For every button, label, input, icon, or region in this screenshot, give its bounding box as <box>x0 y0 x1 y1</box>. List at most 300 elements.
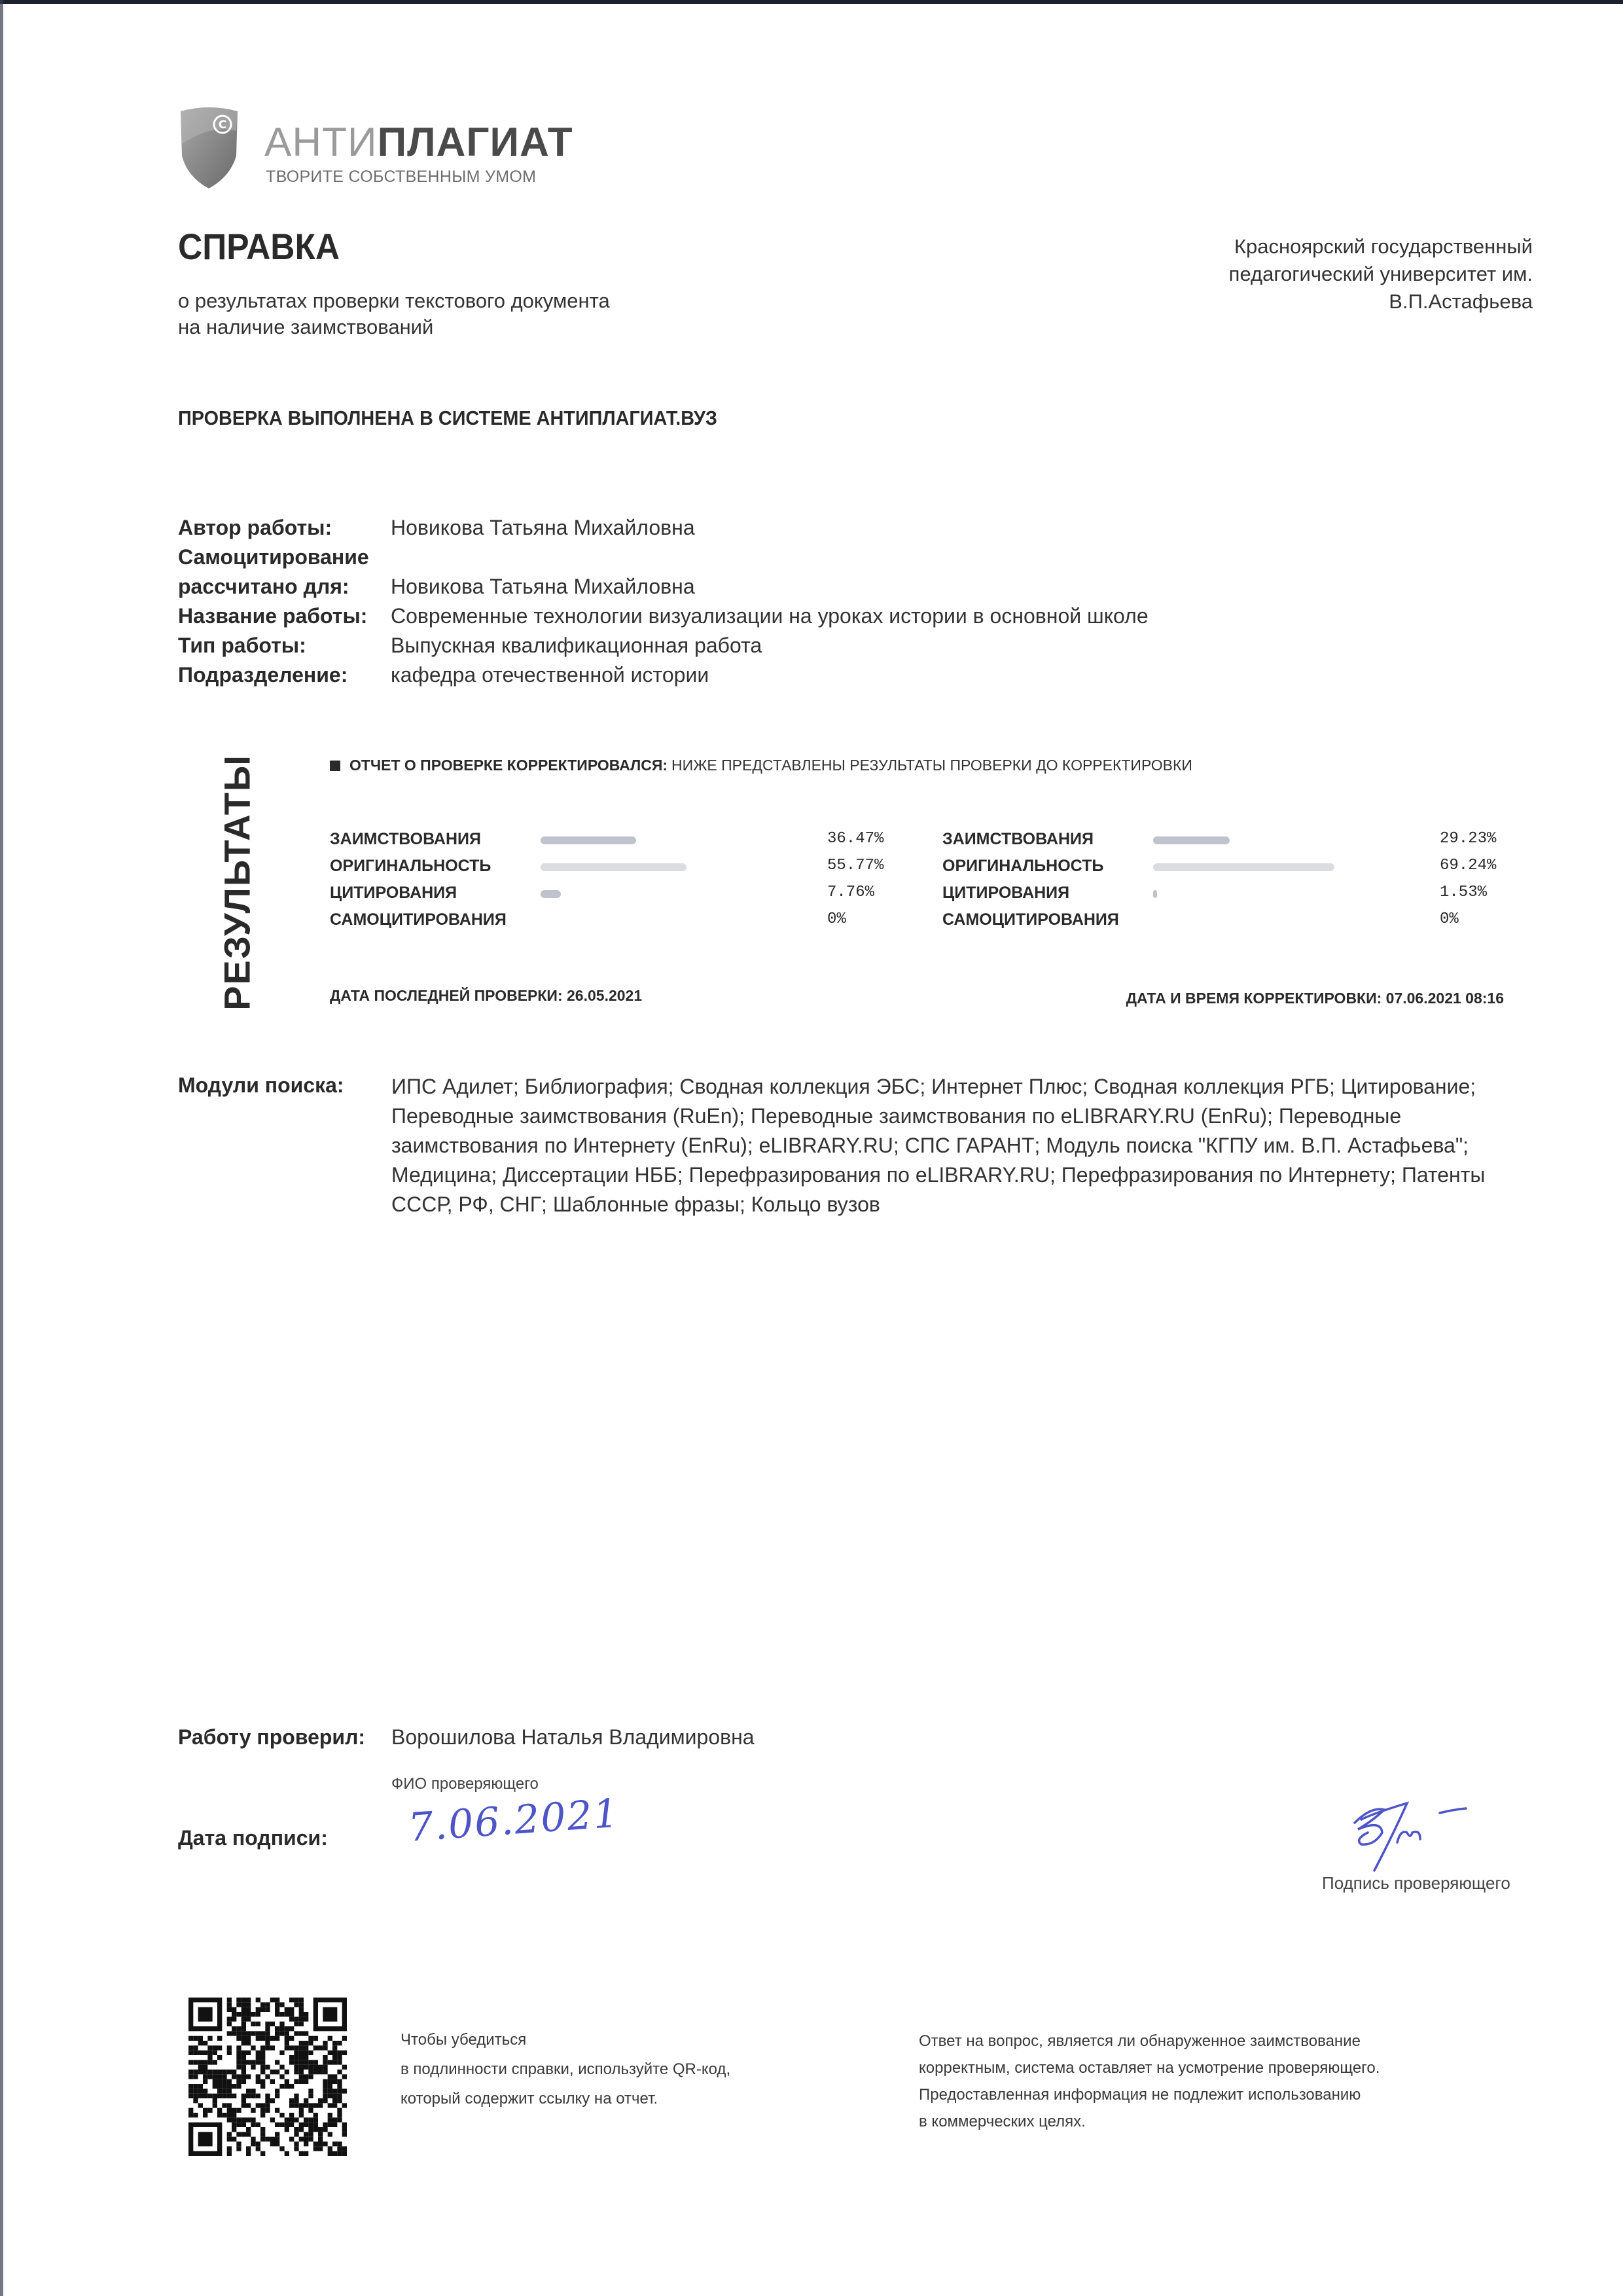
meta-value: Новикова Татьяна Михайловна <box>391 575 695 598</box>
result-bar <box>1153 890 1157 898</box>
qr-module <box>236 2045 241 2050</box>
qr-module <box>217 2074 222 2079</box>
correction-notice <box>330 757 1192 774</box>
qr-module <box>213 2051 217 2055</box>
qr-module <box>232 2031 236 2036</box>
qr-module <box>313 2117 318 2122</box>
qr-module <box>256 2055 260 2060</box>
qr-module <box>217 2045 222 2050</box>
qr-module <box>332 2117 337 2122</box>
result-value: 7.76% <box>827 884 875 901</box>
qr-module <box>304 2041 308 2045</box>
qr-module <box>236 2031 241 2036</box>
qr-module <box>304 2123 308 2127</box>
qr-module <box>308 2103 313 2108</box>
qr-module <box>251 2060 255 2064</box>
qr-module <box>318 2103 323 2108</box>
qr-module <box>323 2123 327 2127</box>
qr-module <box>285 2045 289 2050</box>
qr-module <box>256 2142 260 2146</box>
qr-module <box>207 2055 212 2060</box>
qr-module <box>275 2089 279 2093</box>
qr-module <box>193 2094 198 2098</box>
qr-module <box>188 2045 193 2050</box>
result-row <box>942 830 1531 857</box>
qr-module <box>337 2055 342 2060</box>
qr-module <box>260 2055 265 2060</box>
qr-module <box>232 2117 236 2122</box>
qr-module <box>213 2084 217 2089</box>
result-row <box>942 884 1531 910</box>
qr-module <box>308 2041 313 2045</box>
qr-module <box>198 2036 203 2041</box>
qr-module <box>285 2123 289 2127</box>
disclaimer-line: Предоставленная информация не подлежит использованию <box>919 2086 1361 2104</box>
qr-module <box>260 2151 265 2156</box>
results-after-correction <box>942 830 1531 937</box>
qr-module <box>299 2055 304 2060</box>
qr-module <box>193 2084 198 2089</box>
qr-module <box>337 2117 342 2122</box>
qr-module <box>188 2051 193 2055</box>
qr-module <box>304 2065 308 2070</box>
qr-module <box>265 2026 270 2031</box>
qr-module <box>275 2060 279 2064</box>
qr-module <box>188 2094 193 2098</box>
result-bar <box>1153 836 1230 844</box>
qr-module <box>275 1998 279 2002</box>
qr-module <box>294 2070 298 2074</box>
modules-list: ИПС Адилет; Библиография; Сводная коллекция ЭБС; Интернет Плюс; Сводная коллекция РГБ; Цитирование; Переводные заимствования (RuEn); Переводные заимствования по eLIBRARY.RU (EnRu); Переводные заимствования по Интернету (EnRu); eLIBRARY.RU; СПС ГАРАНТ; Модуль поиска "КГПУ им. В.П. Астафьева"; Медицина; Диссертации НББ; Перефразирования по eLIBRARY.RU; Перефразирования по Интернету; Патенты СССР, РФ, СНГ; Шаблонные фразы; Кольцо вузов <box>391 1075 1486 1216</box>
logo-tagline: ТВОРИТЕ СОБСТВЕННЫМ УМОМ <box>266 168 537 186</box>
qr-module <box>232 2123 236 2127</box>
qr-module <box>256 2012 260 2017</box>
qr-module <box>318 2146 323 2151</box>
qr-module <box>332 2060 337 2064</box>
disclaimer <box>919 2028 1380 2135</box>
qr-module <box>246 2017 251 2021</box>
qr-module <box>304 2079 308 2084</box>
qr-module <box>222 2094 226 2098</box>
result-bar <box>541 836 636 844</box>
qr-module <box>203 2094 207 2098</box>
meta-row-author <box>178 513 1149 543</box>
meta-value: Современные технологии визуализации на уроках истории в основной школе <box>391 604 1149 628</box>
result-value: 55.77% <box>827 857 884 874</box>
qr-module <box>222 2070 226 2074</box>
qr-module <box>241 2017 246 2021</box>
qr-module <box>285 2117 289 2122</box>
qr-module <box>227 2146 232 2151</box>
qr-module <box>308 2117 313 2122</box>
checker-caption: ФИО проверяющего <box>391 1775 539 1793</box>
results-section-title <box>211 751 263 1013</box>
qr-module <box>236 2146 241 2151</box>
qr-module <box>279 2002 284 2007</box>
qr-module <box>246 2094 251 2098</box>
qr-module <box>270 2117 275 2122</box>
qr-module <box>188 2060 193 2064</box>
qr-module <box>203 2074 207 2079</box>
qr-module <box>203 2065 207 2070</box>
qr-module <box>304 2045 308 2050</box>
qr-module <box>232 2113 236 2117</box>
qr-module <box>222 2079 226 2084</box>
qr-module <box>323 2084 327 2089</box>
qr-module <box>279 2022 284 2026</box>
qr-module <box>294 2094 298 2098</box>
qr-module <box>275 2132 279 2136</box>
qr-module <box>198 2084 203 2089</box>
qr-module <box>241 2132 246 2136</box>
qr-code[interactable] <box>188 1998 347 2156</box>
qr-module <box>260 2113 265 2117</box>
qr-module <box>260 2045 265 2050</box>
qr-module <box>207 2051 212 2055</box>
qr-module <box>289 2026 294 2031</box>
qr-module <box>236 2055 241 2060</box>
qr-module <box>222 2084 226 2089</box>
qr-module <box>328 2123 332 2127</box>
qr-module <box>246 2031 251 2036</box>
qr-text-line: Чтобы убедиться <box>401 2031 527 2049</box>
qr-module <box>217 2108 222 2113</box>
qr-module <box>323 2127 327 2132</box>
qr-module <box>256 2094 260 2098</box>
qr-module <box>198 2103 203 2108</box>
qr-module <box>308 2094 313 2098</box>
meta-label: Название работы: <box>178 604 368 628</box>
qr-finder-pattern <box>198 2132 213 2146</box>
qr-module <box>270 2142 275 2146</box>
qr-module <box>323 2060 327 2064</box>
qr-module <box>251 2094 255 2098</box>
qr-module <box>323 2055 327 2060</box>
qr-module <box>246 2060 251 2064</box>
qr-module <box>275 2094 279 2098</box>
qr-module <box>289 2045 294 2050</box>
qr-module <box>337 2108 342 2113</box>
qr-module <box>241 2026 246 2031</box>
qr-module <box>299 2002 304 2007</box>
qr-module <box>207 2060 212 2064</box>
qr-module <box>260 2108 265 2113</box>
qr-module <box>313 2065 318 2070</box>
qr-text-line: который содержит ссылку на отчет. <box>401 2090 658 2108</box>
qr-module <box>193 2045 198 2050</box>
qr-module <box>213 2079 217 2084</box>
qr-module <box>304 2031 308 2036</box>
qr-module <box>265 2137 270 2142</box>
qr-module <box>332 2079 337 2084</box>
qr-module <box>227 2051 232 2055</box>
result-value: 0% <box>1440 910 1459 928</box>
meta-row-department <box>178 660 1149 690</box>
results-title-text: РЕЗУЛЬТАТЫ <box>216 754 258 1011</box>
qr-module <box>285 2151 289 2156</box>
meta-label: Автор работы: <box>178 516 332 539</box>
qr-module <box>251 2022 255 2026</box>
qr-module <box>232 2084 236 2089</box>
qr-module <box>256 2051 260 2055</box>
qr-module <box>337 2113 342 2117</box>
qr-module <box>236 2123 241 2127</box>
qr-module <box>217 2079 222 2084</box>
qr-module <box>294 2146 298 2151</box>
qr-module <box>289 2123 294 2127</box>
qr-module <box>342 2036 347 2041</box>
qr-module <box>304 2142 308 2146</box>
qr-module <box>270 2070 275 2074</box>
qr-module <box>275 2036 279 2041</box>
qr-module <box>241 2079 246 2084</box>
qr-module <box>294 2045 298 2050</box>
result-value: 0% <box>827 910 846 928</box>
qr-module <box>275 2070 279 2074</box>
qr-module <box>294 2065 298 2070</box>
qr-module <box>289 2055 294 2060</box>
qr-module <box>236 2132 241 2136</box>
qr-module <box>299 2022 304 2026</box>
organization-line: педагогический университет им. <box>1228 262 1533 285</box>
qr-module <box>318 2045 323 2050</box>
qr-module <box>337 2146 342 2151</box>
qr-module <box>198 2060 203 2064</box>
result-value: 29.23% <box>1440 830 1497 848</box>
qr-module <box>328 2084 332 2089</box>
disclaimer-line: корректным, система оставляет на усмотрение проверяющего. <box>919 2059 1380 2077</box>
qr-module <box>256 2036 260 2041</box>
qr-module <box>304 2098 308 2103</box>
meta-row-selfcite-for <box>178 572 1149 601</box>
qr-module <box>265 2098 270 2103</box>
qr-module <box>203 2041 207 2045</box>
qr-module <box>227 2022 232 2026</box>
qr-module <box>203 2079 207 2084</box>
qr-module <box>279 2065 284 2070</box>
qr-module <box>203 2070 207 2074</box>
qr-module <box>279 2113 284 2117</box>
qr-module <box>222 2113 226 2117</box>
qr-module <box>246 2051 251 2055</box>
qr-module <box>279 2026 284 2031</box>
qr-module <box>328 2146 332 2151</box>
meta-label: Самоцитирование <box>178 545 369 569</box>
qr-module <box>246 2117 251 2122</box>
qr-module <box>328 2151 332 2156</box>
result-label: ЦИТИРОВАНИЯ <box>942 884 1070 902</box>
qr-module <box>289 2060 294 2064</box>
qr-module <box>265 2036 270 2041</box>
qr-module <box>285 2036 289 2041</box>
qr-module <box>232 2108 236 2113</box>
qr-finder-pattern <box>198 2007 213 2022</box>
qr-module <box>328 2060 332 2064</box>
qr-module <box>299 2012 304 2017</box>
qr-module <box>256 2007 260 2012</box>
qr-module <box>285 2007 289 2012</box>
qr-module <box>342 2065 347 2070</box>
qr-module <box>251 2117 255 2122</box>
qr-module <box>313 2070 318 2074</box>
modules-label: Модули поиска: <box>178 1073 344 1097</box>
qr-module <box>308 2132 313 2136</box>
qr-module <box>246 1998 251 2002</box>
qr-module <box>236 2074 241 2079</box>
logo-title <box>264 119 573 166</box>
qr-module <box>260 2127 265 2132</box>
qr-module <box>246 2074 251 2079</box>
qr-module <box>308 2127 313 2132</box>
qr-module <box>323 2098 327 2103</box>
qr-module <box>279 2123 284 2127</box>
qr-module <box>241 2098 246 2103</box>
qr-module <box>207 2108 212 2113</box>
qr-module <box>236 2065 241 2070</box>
qr-module <box>318 2132 323 2136</box>
qr-module <box>313 2103 318 2108</box>
qr-module <box>328 2117 332 2122</box>
qr-module <box>241 2031 246 2036</box>
qr-module <box>227 2031 232 2036</box>
qr-module <box>207 2070 212 2074</box>
qr-module <box>332 2151 337 2156</box>
qr-module <box>318 2142 323 2146</box>
qr-module <box>256 2060 260 2064</box>
qr-module <box>304 2017 308 2021</box>
qr-module <box>275 2137 279 2142</box>
qr-module <box>265 2094 270 2098</box>
qr-module <box>188 2113 193 2117</box>
organization-line: В.П.Астафьева <box>1389 290 1533 313</box>
qr-module <box>270 2036 275 2041</box>
qr-module <box>299 2031 304 2036</box>
result-value: 69.24% <box>1440 857 1497 874</box>
qr-module <box>260 2036 265 2041</box>
qr-module <box>337 2084 342 2089</box>
qr-module <box>337 2089 342 2093</box>
qr-module <box>227 2151 232 2156</box>
qr-module <box>328 2079 332 2084</box>
qr-module <box>289 2098 294 2103</box>
qr-module <box>294 2060 298 2064</box>
qr-module <box>337 2070 342 2074</box>
qr-module <box>299 2051 304 2055</box>
qr-module <box>241 2007 246 2012</box>
qr-module <box>207 2045 212 2050</box>
qr-module <box>222 2074 226 2079</box>
qr-module <box>328 2089 332 2093</box>
qr-module <box>236 2084 241 2089</box>
qr-module <box>260 2007 265 2012</box>
result-row <box>330 910 919 937</box>
qr-module <box>236 1998 241 2002</box>
qr-module <box>260 2051 265 2055</box>
qr-module <box>256 2079 260 2084</box>
meta-label: Подразделение: <box>178 663 348 687</box>
qr-module <box>294 2031 298 2036</box>
qr-module <box>227 2002 232 2007</box>
qr-module <box>193 2074 198 2079</box>
result-value: 1.53% <box>1440 884 1488 901</box>
qr-module <box>207 2094 212 2098</box>
qr-module <box>342 2146 347 2151</box>
qr-module <box>337 2079 342 2084</box>
qr-module <box>236 2117 241 2122</box>
qr-module <box>275 2031 279 2036</box>
qr-module <box>232 2094 236 2098</box>
qr-module <box>299 2017 304 2021</box>
qr-module <box>236 2051 241 2055</box>
qr-module <box>332 2045 337 2050</box>
qr-module <box>232 2026 236 2031</box>
qr-module <box>241 2094 246 2098</box>
result-label: ЗАИМСТВОВАНИЯ <box>330 830 481 848</box>
qr-module <box>342 2051 347 2055</box>
qr-module <box>342 2103 347 2108</box>
qr-module <box>313 2045 318 2050</box>
meta-label: рассчитано для: <box>178 575 349 598</box>
meta-row-selfcite <box>178 543 1149 572</box>
qr-module <box>227 2045 232 2050</box>
qr-module <box>232 2007 236 2012</box>
qr-module <box>188 2074 193 2079</box>
qr-module <box>265 2108 270 2113</box>
qr-module <box>337 2094 342 2098</box>
qr-module <box>198 2051 203 2055</box>
qr-module <box>227 2103 232 2108</box>
qr-module <box>299 2127 304 2132</box>
qr-module <box>304 2012 308 2017</box>
qr-module <box>246 2002 251 2007</box>
qr-module <box>294 2051 298 2055</box>
qr-module <box>304 2074 308 2079</box>
qr-module <box>313 2146 318 2151</box>
qr-module <box>304 2060 308 2064</box>
qr-module <box>256 2031 260 2036</box>
qr-module <box>318 2065 323 2070</box>
qr-module <box>193 2051 198 2055</box>
qr-module <box>260 2070 265 2074</box>
qr-module <box>227 2117 232 2122</box>
result-label: ОРИГИНАЛЬНОСТЬ <box>330 857 491 875</box>
qr-module <box>241 1998 246 2002</box>
qr-module <box>308 2036 313 2041</box>
sign-date-handwritten: 7.06.2021 <box>406 1790 622 1851</box>
disclaimer-line: Ответ на вопрос, является ли обнаруженное заимствование <box>919 2032 1361 2050</box>
result-label: САМОЦИТИРОВАНИЯ <box>942 910 1119 929</box>
qr-module <box>342 2123 347 2127</box>
correction-datetime: ДАТА И ВРЕМЯ КОРРЕКТИРОВКИ: 07.06.2021 08:16 <box>1126 990 1504 1007</box>
qr-module <box>294 2079 298 2084</box>
qr-module <box>251 2045 255 2050</box>
qr-module <box>294 2017 298 2021</box>
qr-module <box>299 2113 304 2117</box>
qr-module <box>227 2079 232 2084</box>
subtitle-line: о результатах проверки текстового документа <box>178 289 610 312</box>
qr-module <box>299 2045 304 2050</box>
qr-module <box>337 2142 342 2146</box>
page-title: СПРАВКА <box>178 226 340 267</box>
result-label: ЗАИМСТВОВАНИЯ <box>942 830 1094 848</box>
qr-module <box>299 2065 304 2070</box>
qr-module <box>260 2103 265 2108</box>
qr-module <box>207 2036 212 2041</box>
qr-module <box>313 2060 318 2064</box>
qr-module <box>332 2074 337 2079</box>
qr-module <box>256 2146 260 2151</box>
qr-module <box>332 2094 337 2098</box>
